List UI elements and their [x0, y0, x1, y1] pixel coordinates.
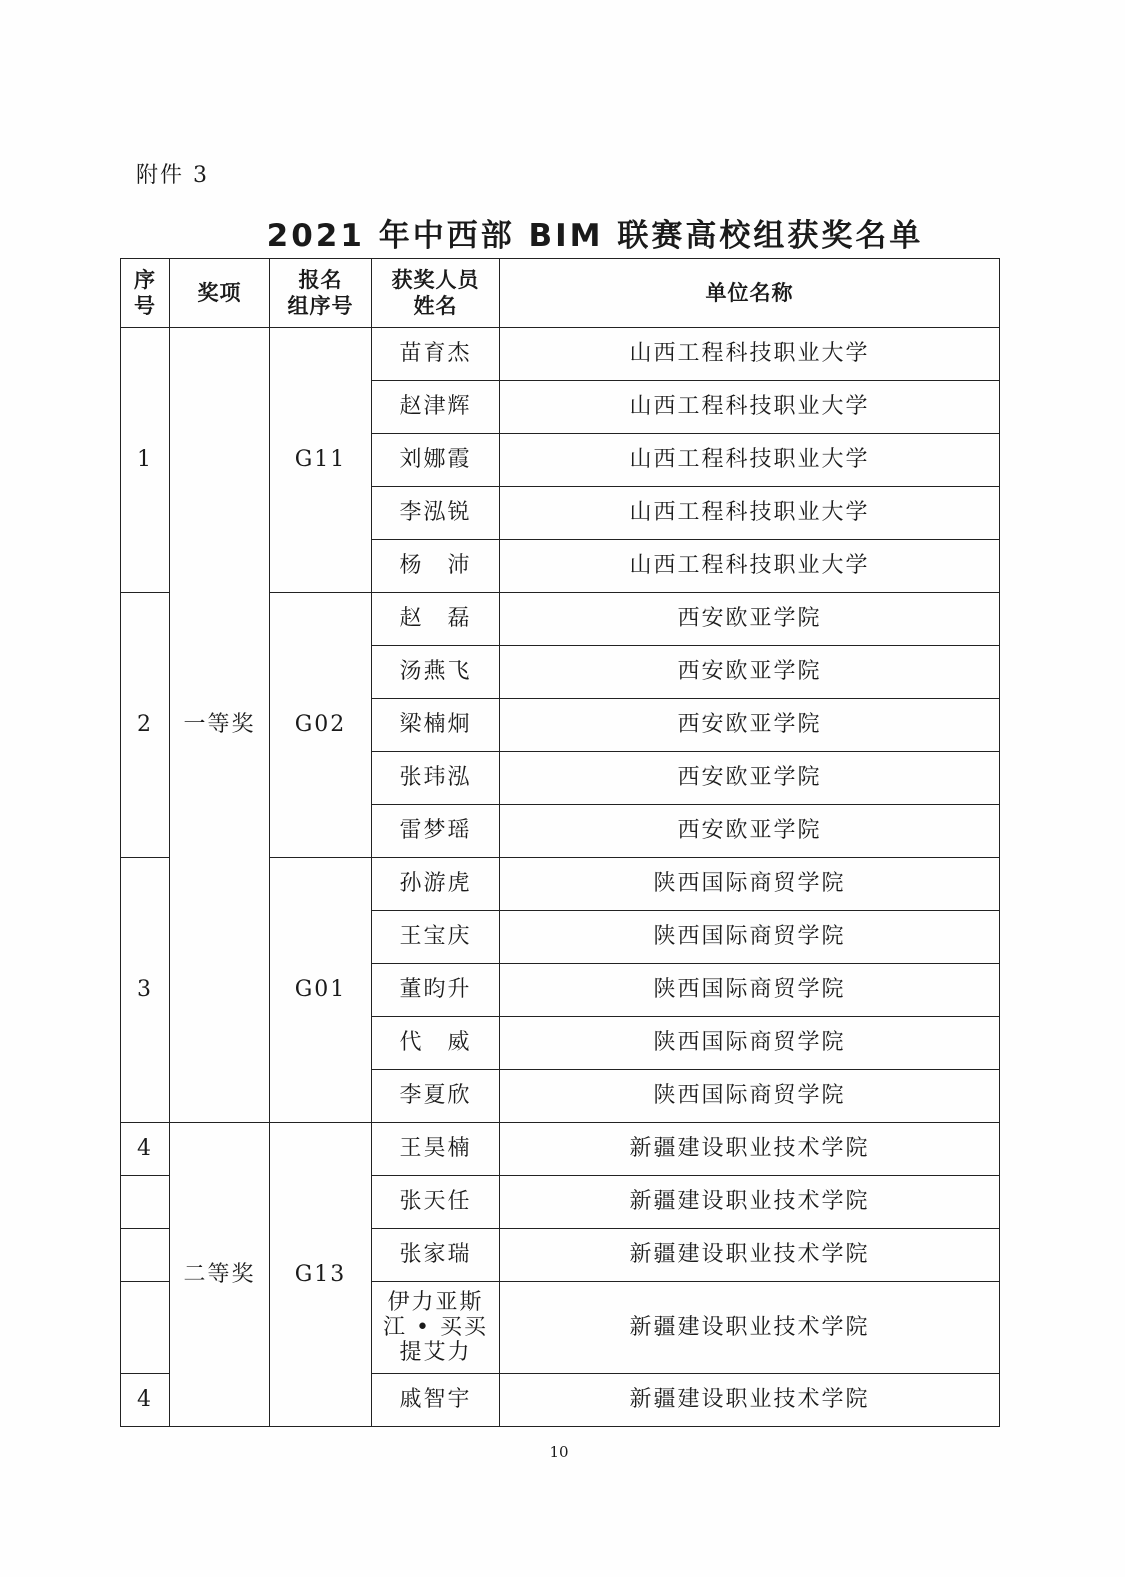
winner-name: 张玮泓 [372, 752, 500, 805]
unit-name: 西安欧亚学院 [500, 646, 1000, 699]
unit-name: 山西工程科技职业大学 [500, 434, 1000, 487]
attachment-label: 附件 3 [136, 163, 209, 188]
award-cell-first: 一等奖 [170, 328, 270, 1123]
unit-name: 新疆建设职业技术学院 [500, 1229, 1000, 1282]
column-header-group: 报名 组序号 [270, 259, 372, 328]
winner-name: 王宝庆 [372, 911, 500, 964]
winner-name: 张天任 [372, 1176, 500, 1229]
seq-cell [121, 1176, 170, 1229]
winner-name: 刘娜霞 [372, 434, 500, 487]
unit-name: 山西工程科技职业大学 [500, 487, 1000, 540]
unit-name: 陕西国际商贸学院 [500, 964, 1000, 1017]
group-number-cell: G11 [270, 328, 372, 593]
seq-cell: 3 [121, 858, 170, 1123]
seq-cell: 2 [121, 593, 170, 858]
column-header-unit: 单位名称 [500, 259, 1000, 328]
unit-name: 陕西国际商贸学院 [500, 858, 1000, 911]
winner-name: 汤燕飞 [372, 646, 500, 699]
winner-name: 杨 沛 [372, 540, 500, 593]
winner-name: 李夏欣 [372, 1070, 500, 1123]
unit-name: 新疆建设职业技术学院 [500, 1282, 1000, 1374]
winner-name: 苗育杰 [372, 328, 500, 381]
group-number-cell: G13 [270, 1123, 372, 1427]
unit-name: 山西工程科技职业大学 [500, 381, 1000, 434]
unit-name: 陕西国际商贸学院 [500, 1017, 1000, 1070]
column-header-award: 奖项 [170, 259, 270, 328]
winner-name: 王昊楠 [372, 1123, 500, 1176]
winner-name: 梁楠炯 [372, 699, 500, 752]
page-number: 10 [549, 1443, 569, 1461]
winner-name: 代 威 [372, 1017, 500, 1070]
unit-name: 西安欧亚学院 [500, 699, 1000, 752]
document-title: 2021 年中西部 BIM 联赛高校组获奖名单 [266, 218, 924, 254]
unit-name: 陕西国际商贸学院 [500, 1070, 1000, 1123]
table-row [121, 328, 1000, 381]
seq-cell: 4 [121, 1374, 170, 1427]
seq-cell [121, 1282, 170, 1374]
winner-name: 赵 磊 [372, 593, 500, 646]
group-number-cell: G01 [270, 858, 372, 1123]
table-row [121, 1123, 1000, 1176]
unit-name: 新疆建设职业技术学院 [500, 1374, 1000, 1427]
seq-cell: 1 [121, 328, 170, 593]
winner-name: 李泓锐 [372, 487, 500, 540]
table-header-row [121, 259, 1000, 328]
unit-name: 西安欧亚学院 [500, 805, 1000, 858]
winner-name: 戚智宇 [372, 1374, 500, 1427]
column-header-names: 获奖人员 姓名 [372, 259, 500, 328]
group-number-cell: G02 [270, 593, 372, 858]
unit-name: 新疆建设职业技术学院 [500, 1123, 1000, 1176]
unit-name: 西安欧亚学院 [500, 593, 1000, 646]
unit-name: 山西工程科技职业大学 [500, 540, 1000, 593]
column-header-seq: 序 号 [121, 259, 170, 328]
seq-cell [121, 1229, 170, 1282]
seq-cell: 4 [121, 1123, 170, 1176]
winner-name: 孙游虎 [372, 858, 500, 911]
winner-name: 董昀升 [372, 964, 500, 1017]
winner-name: 赵津辉 [372, 381, 500, 434]
winner-name: 雷梦瑶 [372, 805, 500, 858]
award-cell-second: 二等奖 [170, 1123, 270, 1427]
winner-name: 张家瑞 [372, 1229, 500, 1282]
unit-name: 新疆建设职业技术学院 [500, 1176, 1000, 1229]
unit-name: 西安欧亚学院 [500, 752, 1000, 805]
unit-name: 山西工程科技职业大学 [500, 328, 1000, 381]
unit-name: 陕西国际商贸学院 [500, 911, 1000, 964]
award-table [120, 258, 1000, 1427]
winner-name: 伊力亚斯 江 • 买买 提艾力 [372, 1282, 500, 1374]
